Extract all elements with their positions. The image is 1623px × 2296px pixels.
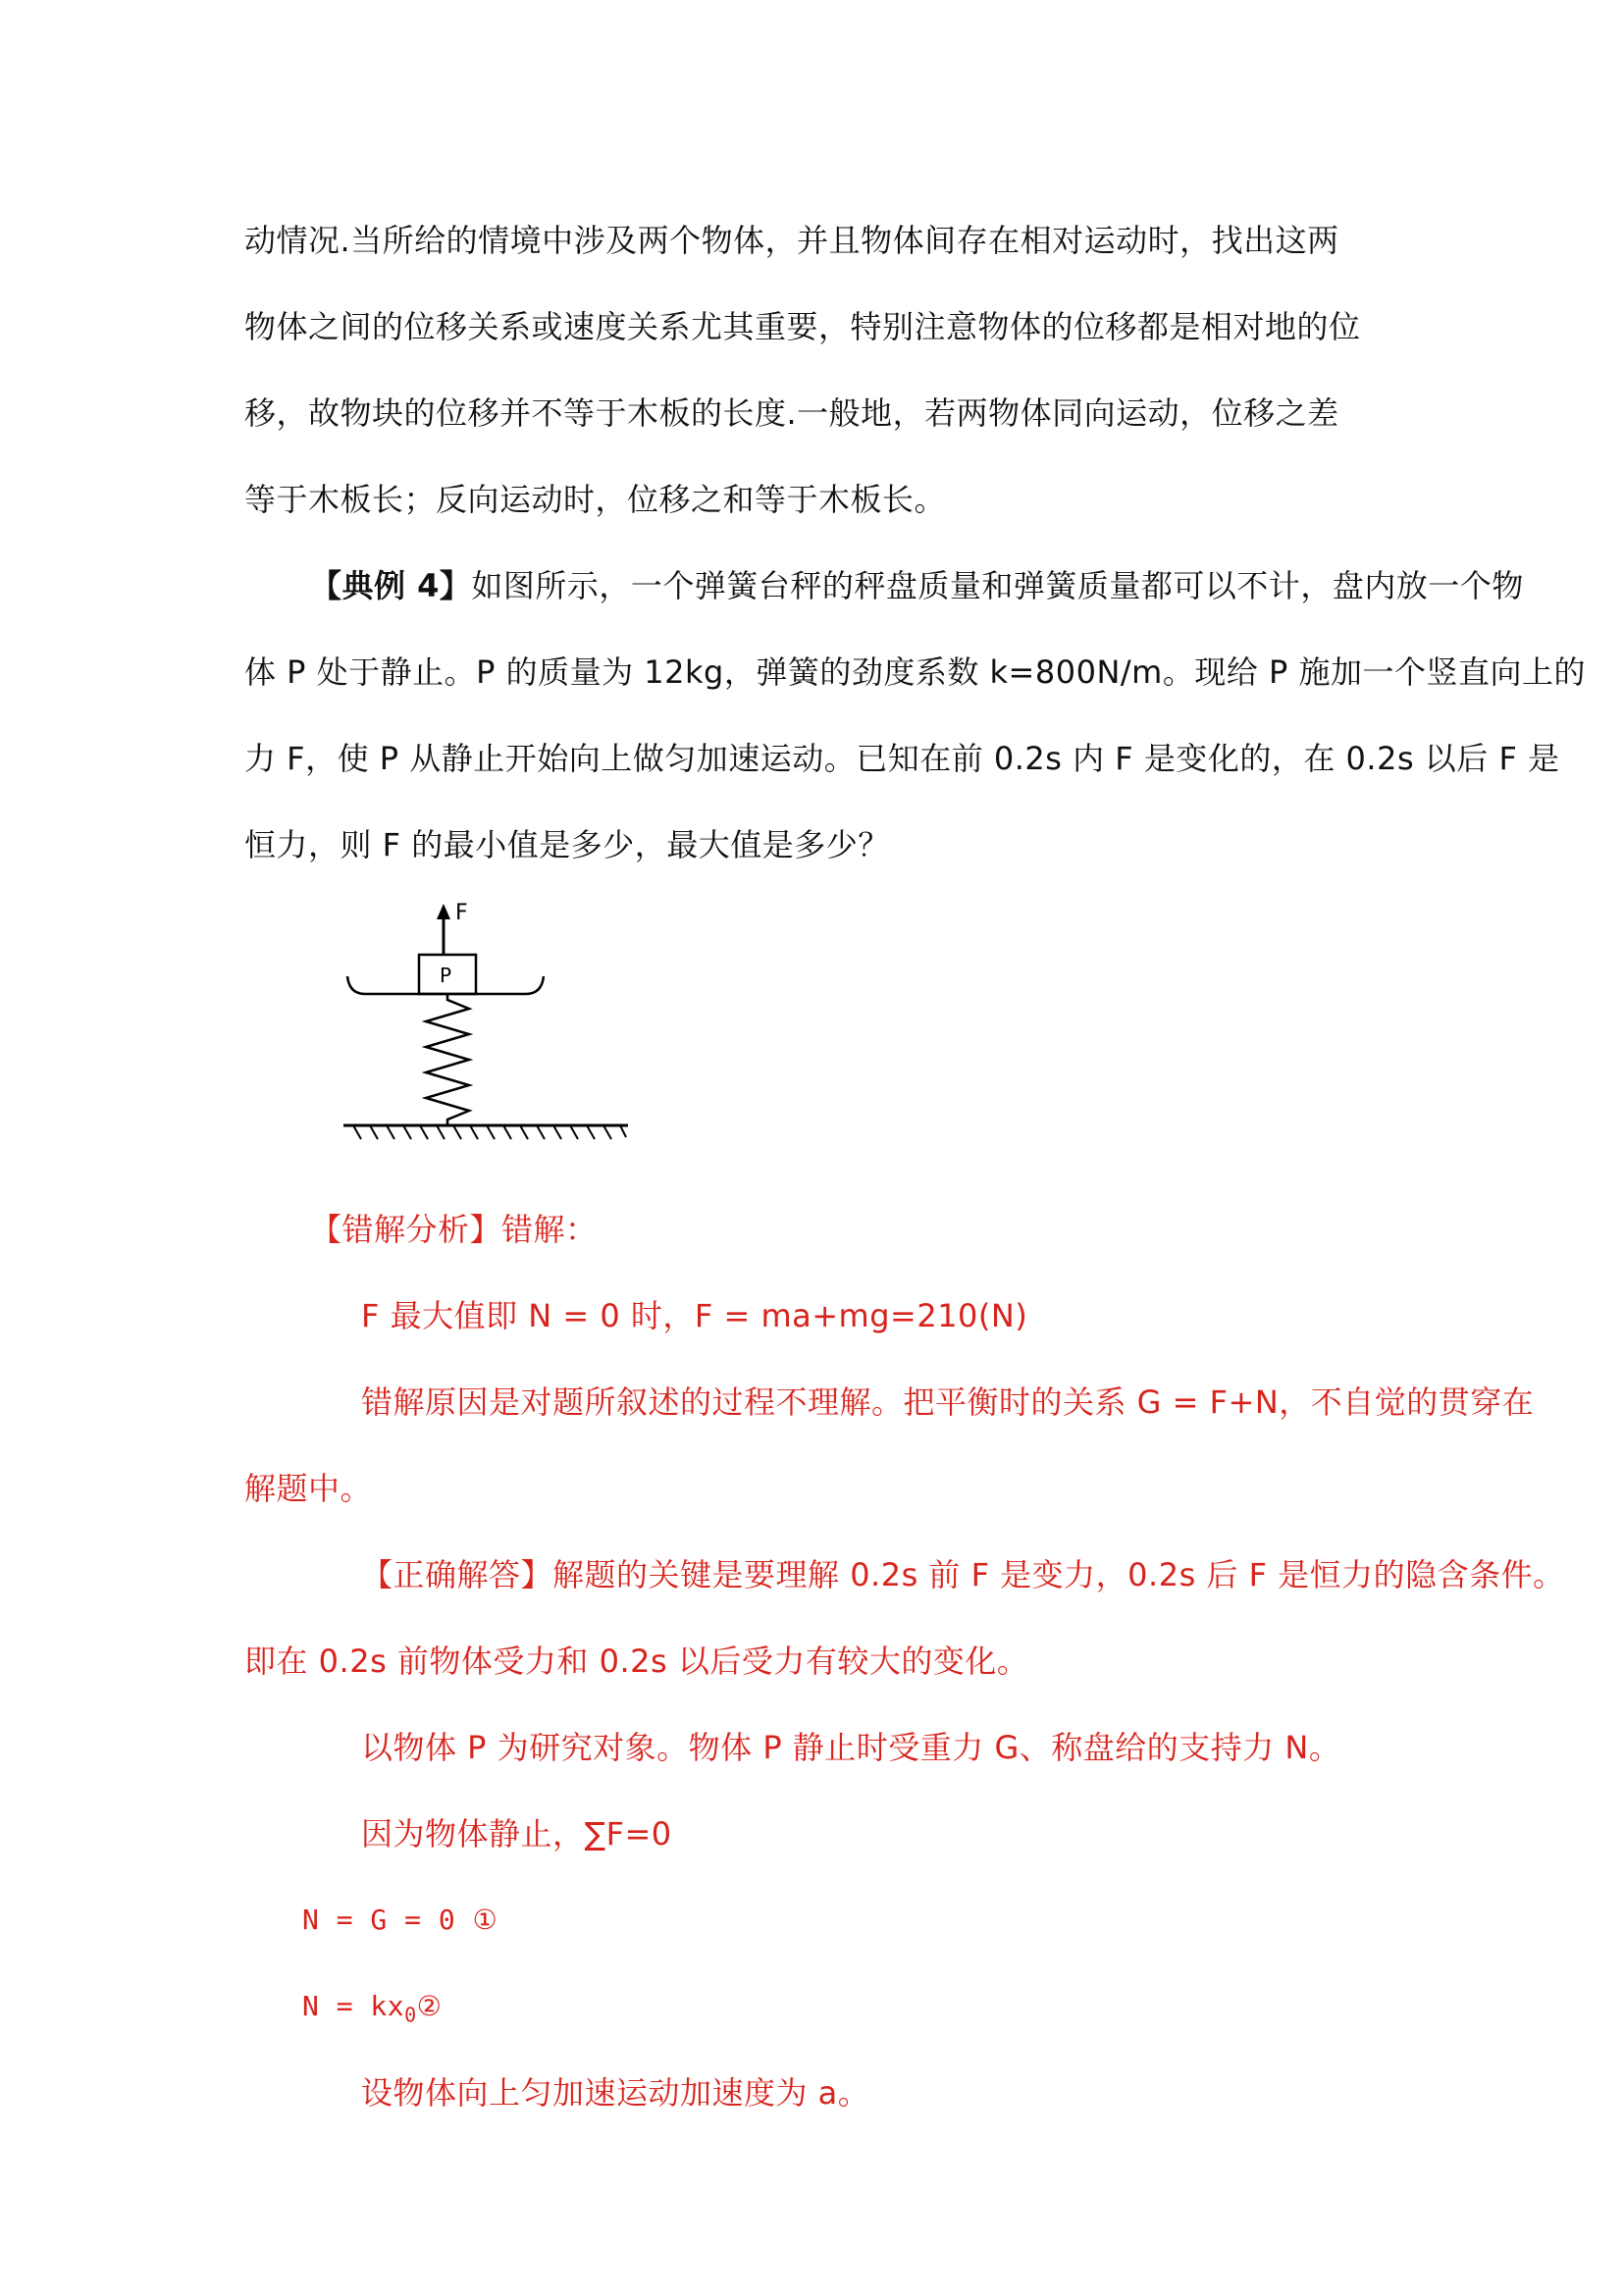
wrong-reason-line: 错解原因是对题所叙述的过程不理解。把平衡时的关系 G = F+N，不自觉的贯穿在 <box>361 1383 1535 1421</box>
paragraph-line: 等于木板长；反向运动时，位移之和等于木板长。 <box>244 481 947 518</box>
wrong-reason-line: 解题中。 <box>244 1470 373 1507</box>
example-text: 如图所示，一个弹簧台秤的秤盘质量和弹簧质量都可以不计，盘内放一个物 <box>471 567 1524 604</box>
spring-scale-figure <box>341 898 636 1163</box>
equation-2-mark: ② <box>416 1990 443 2022</box>
correct-answer-line <box>361 1555 1565 1594</box>
example-line: 体 P 处于静止。P 的质量为 12kg，弹簧的劲度系数 k=800N/m。现给 P 施加一个竖直向上的 <box>244 653 1586 691</box>
correct-answer-line: 因为物体静止，∑F=0 <box>361 1815 672 1852</box>
wrong-analysis-tag: 【错解分析】 <box>310 1211 502 1248</box>
correct-answer-line: 设物体向上匀加速运动加速度为 a。 <box>361 2074 870 2112</box>
wrong-analysis-heading <box>310 1210 598 1249</box>
equation-2-main: N = kx <box>302 1990 405 2022</box>
example-line <box>310 566 1524 605</box>
force-arrowhead <box>437 904 450 919</box>
example-tag: 【典例 4】 <box>310 567 472 604</box>
paragraph-line: 移，故物块的位移并不等于木板的长度.一般地，若两物体同向运动，位移之差 <box>244 394 1339 432</box>
example-line: 力 F，使 P 从静止开始向上做匀加速运动。已知在前 0.2s 内 F 是变化的，在 0.2s 以后 F 是 <box>244 740 1560 777</box>
spring <box>426 994 469 1125</box>
wrong-analysis-intro: 错解： <box>501 1211 598 1248</box>
correct-answer-tag: 【正确解答】 <box>361 1556 553 1593</box>
wrong-formula: F 最大值即 N = 0 时，F = ma+mg=210(N) <box>361 1297 1028 1334</box>
correct-answer-text: 解题的关键是要理解 0.2s 前 F 是变力，0.2s 后 F 是恒力的隐含条件。 <box>552 1556 1565 1593</box>
correct-answer-line: 以物体 P 为研究对象。物体 P 静止时受重力 G、称盘给的支持力 N。 <box>361 1729 1341 1766</box>
block-label: P <box>440 964 452 987</box>
equation-2-subscript: 0 <box>404 2003 417 2027</box>
ground-hatching <box>353 1125 626 1139</box>
paragraph-line: 物体之间的位移关系或速度关系尤其重要，特别注意物体的位移都是相对地的位 <box>244 308 1361 345</box>
force-label: F <box>455 901 468 925</box>
equation-2 <box>302 1987 442 2035</box>
paragraph-line: 动情况.当所给的情境中涉及两个物体，并且物体间存在相对运动时，找出这两 <box>244 222 1339 259</box>
equation-1: N = G = 0 ① <box>302 1904 498 1936</box>
correct-answer-line: 即在 0.2s 前物体受力和 0.2s 以后受力有较大的变化。 <box>244 1643 1029 1680</box>
example-line: 恒力，则 F 的最小值是多少，最大值是多少？ <box>244 826 890 863</box>
